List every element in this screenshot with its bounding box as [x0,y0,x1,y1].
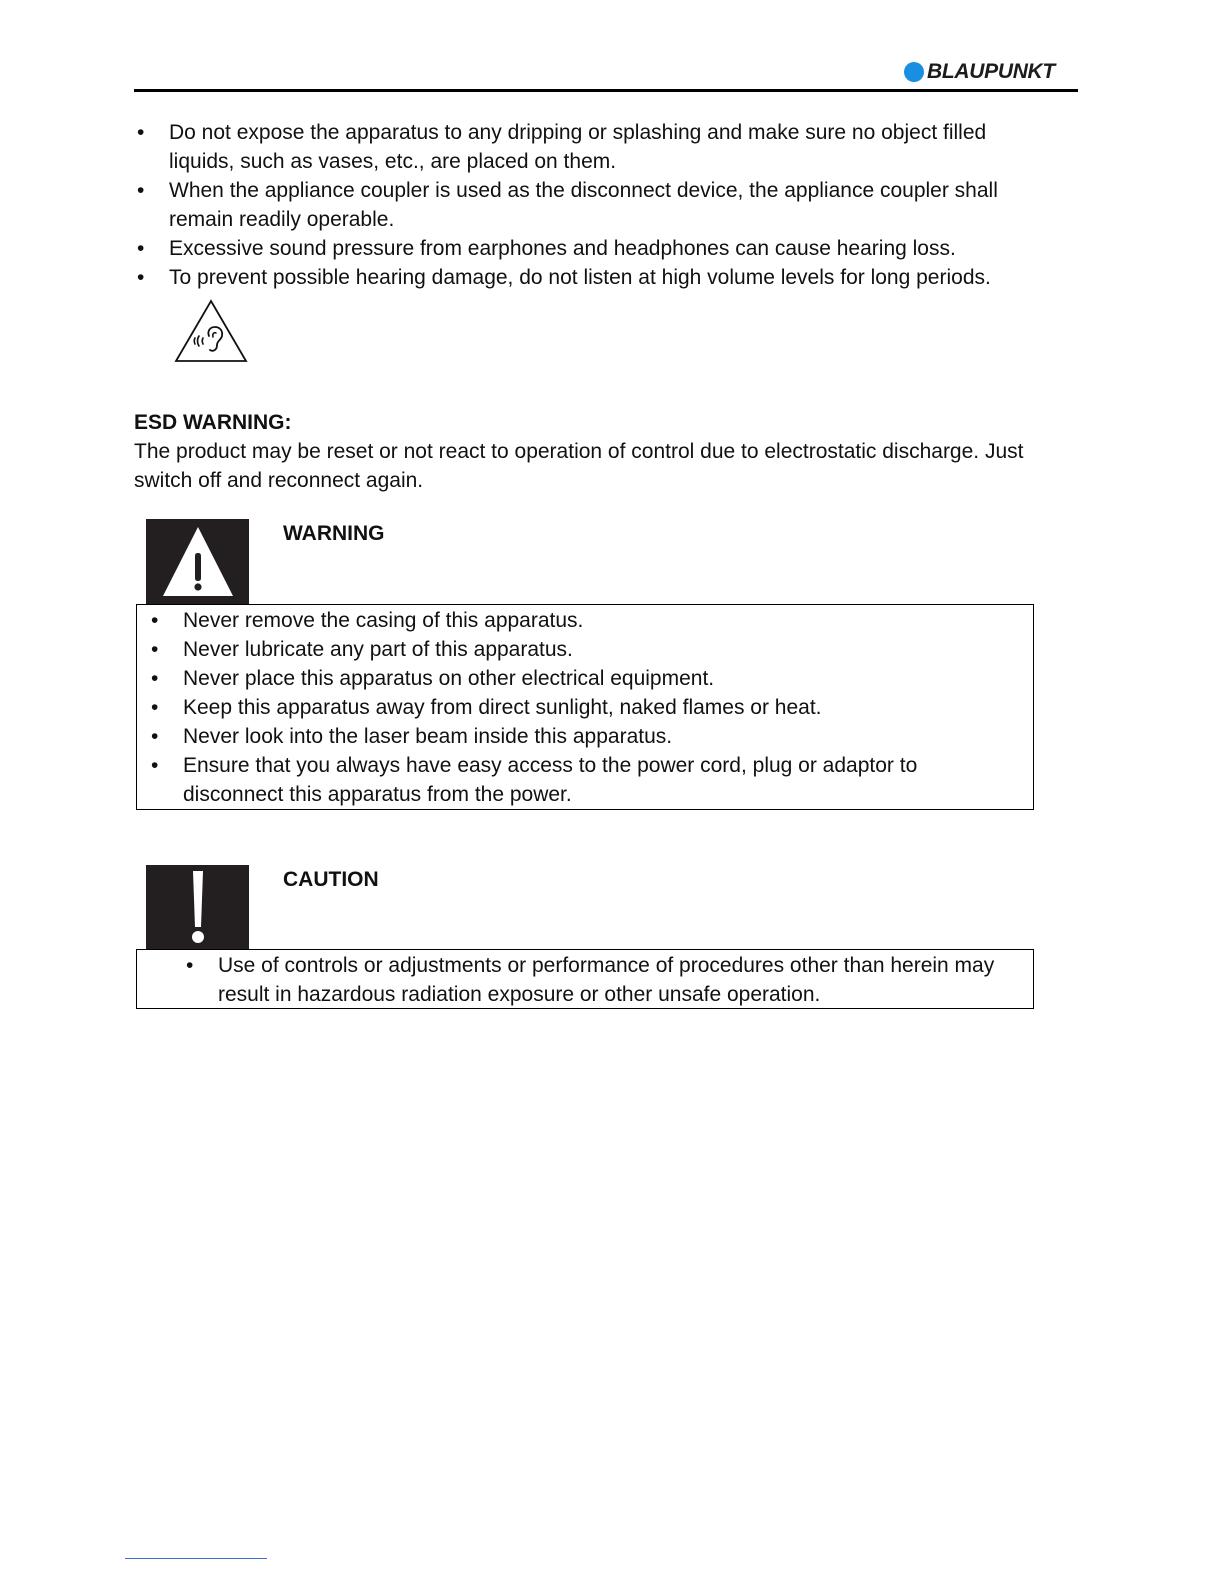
caution-title: CAUTION [283,868,379,891]
brand-dot-icon [904,62,924,82]
header-divider [134,89,1078,92]
brand-name: BLAUPUNKT [927,60,1055,83]
list-item: • Do not expose the apparatus to any dripping or splashing and make sure no object filled liquids, such as vases, etc., are placed on them. [169,118,1049,176]
exclamation-icon [146,865,249,949]
list-item: • Never look into the laser beam inside this apparatus. [183,722,963,751]
warning-triangle-icon [146,519,249,604]
esd-text: The product may be reset or not react to operation of control due to electrostatic discharge. Just switch off and reconnect again. [134,440,1024,492]
list-item: • Keep this apparatus away from direct sunlight, naked flames or heat. [183,693,963,722]
list-item: • Excessive sound pressure from earphones and headphones can cause hearing loss. [169,234,1049,263]
brand-logo [904,60,1055,84]
warning-list [183,606,963,809]
safety-list [169,118,1049,292]
warning-title: WARNING [283,522,385,545]
list-item: • Never remove the casing of this apparatus. [183,606,963,635]
list-item: • Ensure that you always have easy access to the power cord, plug or adaptor to disconnect this apparatus from the power. [183,751,963,809]
esd-heading: ESD WARNING: [134,411,292,434]
list-item: • Never place this apparatus on other electrical equipment. [183,664,963,693]
list-item: • When the appliance coupler is used as the disconnect device, the appliance coupler shall remain readily operable. [169,176,1049,234]
hearing-warning-icon [174,298,248,364]
list-item: • Never lubricate any part of this apparatus. [183,635,963,664]
list-item: • Use of controls or adjustments or performance of procedures other than herein may result in hazardous radiation exposure or other unsafe operation. [218,951,1008,1009]
list-item: • To prevent possible hearing damage, do not listen at high volume levels for long periods. [169,263,1049,292]
caution-list [218,951,1008,1009]
footer-divider [125,1558,267,1559]
